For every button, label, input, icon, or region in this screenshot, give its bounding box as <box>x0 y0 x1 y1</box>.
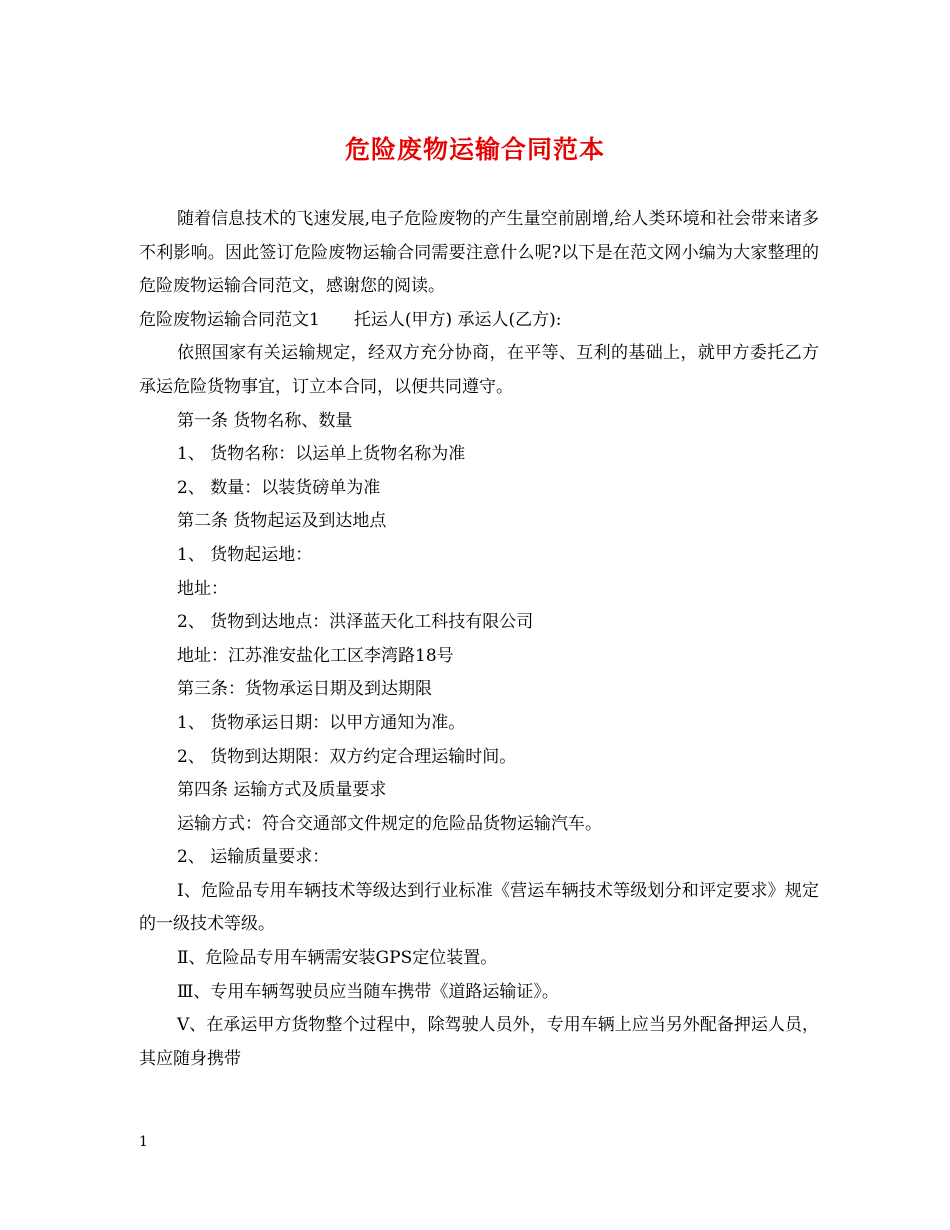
article-2-item-1: 1、 货物起运地： <box>177 544 313 565</box>
article-4-transport-method: 运输方式：符合交通部文件规定的危险品货物运输汽车。 <box>177 813 602 834</box>
page-number: 1 <box>139 1134 148 1150</box>
requirement-2: Ⅱ、危险品专用车辆需安装GPS定位装置。 <box>177 948 498 969</box>
article-4-item-2: 2、 运输质量要求： <box>177 847 330 868</box>
article-2-heading: 第二条 货物起运及到达地点 <box>177 511 387 532</box>
requirement-3: Ⅲ、专用车辆驾驶员应当随车携带《道路运输证》。 <box>177 981 559 1002</box>
requirement-1: Ⅰ、危险品专用车辆技术等级达到行业标准《营运车辆技术等级划分和评定要求》规定的一级技术等级。 <box>139 880 819 935</box>
intro-paragraph: 随着信息技术的飞速发展,电子危险废物的产生量空前剧增,给人类环境和社会带来诸多不利影响。因此签订危险废物运输合同需要注意什么呢?以下是在范文网小编为大家整理的危险废物运输合同范文，感谢您的阅读。 <box>139 209 819 297</box>
article-3-heading: 第三条：货物承运日期及到达期限 <box>177 679 432 700</box>
article-2-address-1: 地址： <box>177 578 228 599</box>
article-3-item-1: 1、 货物承运日期：以甲方通知为准。 <box>177 712 466 733</box>
article-4-heading: 第四条 运输方式及质量要求 <box>177 780 387 801</box>
article-3-item-2: 2、 货物到达期限：双方约定合理运输时间。 <box>177 746 517 767</box>
article-2-address-2: 地址：江苏淮安盐化工区李湾路18号 <box>177 645 454 666</box>
preamble-paragraph: 依照国家有关运输规定，经双方充分协商，在平等、互利的基础上，就甲方委托乙方承运危险货物事宜，订立本合同，以便共同遵守。 <box>139 343 819 397</box>
contract-heading-line: 危险废物运输合同范文1 托运人(甲方) 承运人(乙方): <box>139 309 562 330</box>
article-1-item-2: 2、 数量：以装货磅单为准 <box>177 477 381 498</box>
requirement-5: Ⅴ、在承运甲方货物整个过程中，除驾驶人员外，专用车辆上应当另外配备押运人员，其应随身携带 <box>139 1015 819 1069</box>
article-2-item-2: 2、 货物到达地点：洪泽蓝天化工科技有限公司 <box>177 612 534 633</box>
document-body <box>139 203 819 1076</box>
article-1-heading: 第一条 货物名称、数量 <box>177 410 353 431</box>
article-1-item-1: 1、 货物名称：以运单上货物名称为准 <box>177 444 466 465</box>
document-title: 危险废物运输合同范本 <box>344 135 605 164</box>
